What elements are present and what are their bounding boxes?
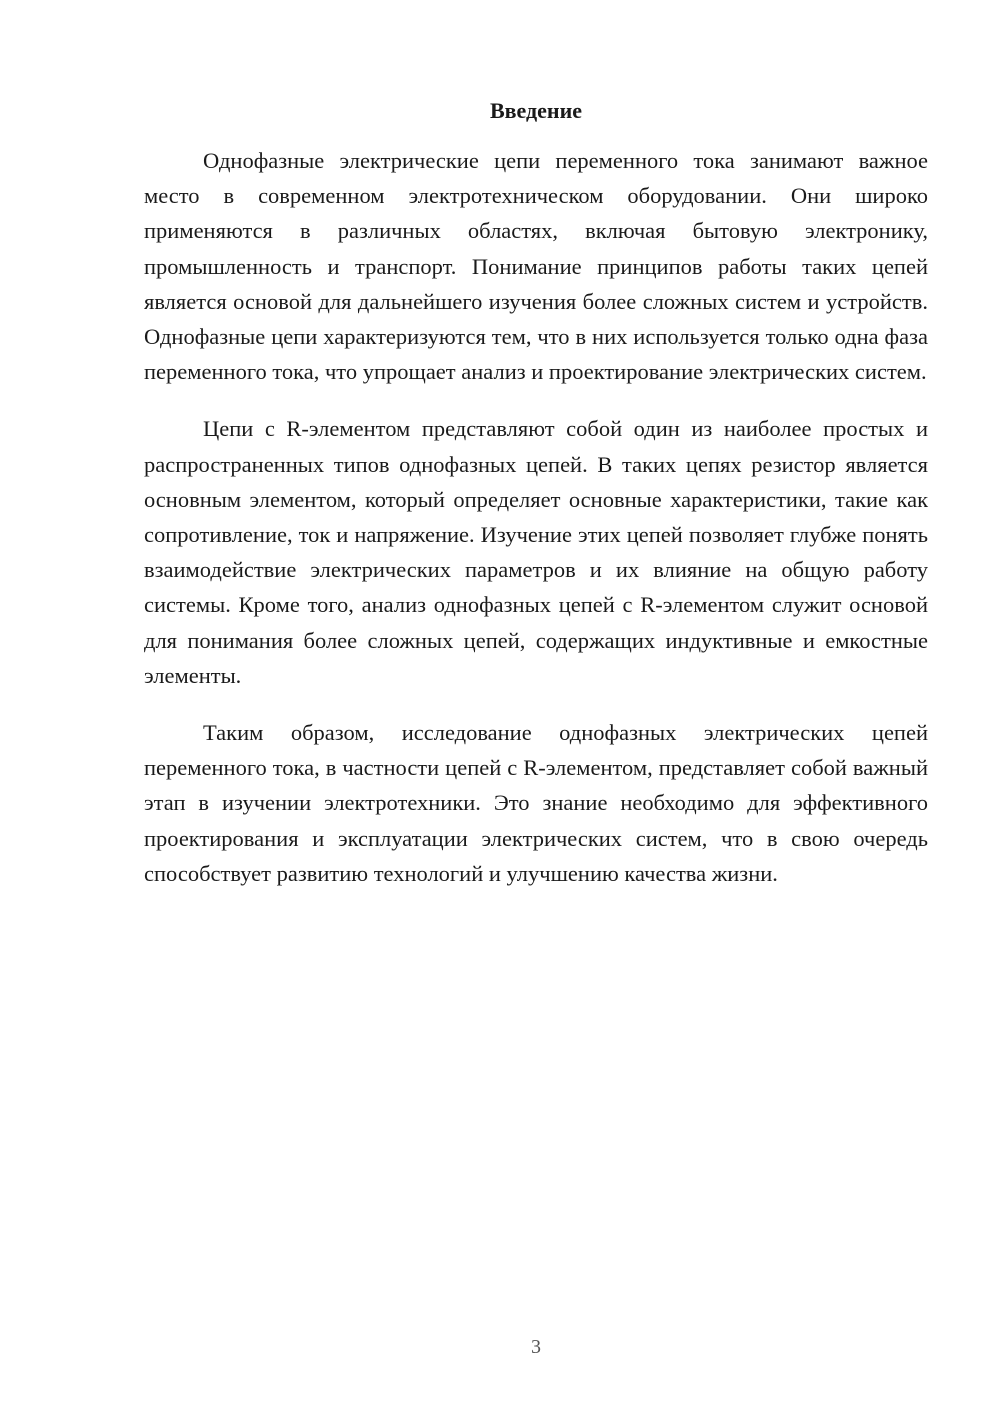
paragraph-2: Цепи с R-элементом представляют собой один из наиболее простых и распространенных типов однофазных цепей. В таких цепях резистор является основным элементом, который определяет основные характеристики, такие как сопротивление, ток и напряжение. Изучение этих цепей позволяет глубже понять взаимодействие электрических параметров и их влияние на общую работу системы. Кроме того, анализ однофазных цепей с R-элементом служит основой для понимания более сложных цепей, содержащих индуктивные и емкостные элементы. (144, 416, 928, 688)
paragraph-3: Таким образом, исследование однофазных электрических цепей переменного тока, в частности цепей с R-элементом, представляет собой важный этап в изучении электротехники. Это знание необходимо для эффективного проектирования и эксплуатации электрических систем, что в свою очередь способствует развитию технологий и улучшению качества жизни. (144, 720, 928, 886)
page-title: Введение (489, 98, 583, 123)
page-number: 3 (531, 1336, 541, 1358)
paragraph-1: Однофазные электрические цепи переменного тока занимают важное место в современном электротехническом оборудовании. Они широко применяются в различных областях, включая бытовую электронику, промышленность и транспорт. Понимание принципов работы таких цепей является основой для дальнейшего изучения более сложных систем и устройств. Однофазные цепи характеризуются тем, что в них используется только одна фаза переменного тока, что упрощает анализ и проектирование электрических систем. (144, 148, 928, 385)
document-body (144, 143, 928, 913)
